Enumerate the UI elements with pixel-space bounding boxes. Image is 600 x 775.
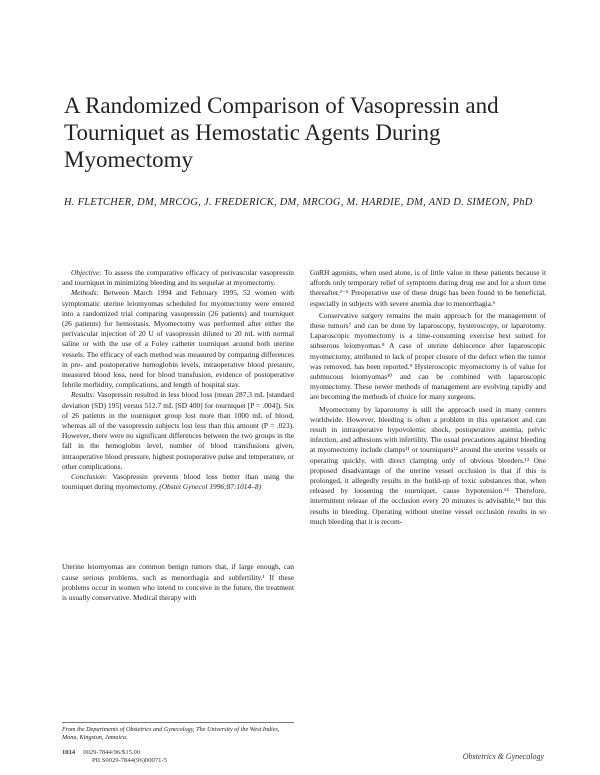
author-list: H. FLETCHER, DM, MRCOG, J. FREDERICK, DM, MRCOG, M. HARDIE, DM, AND D. SIMEON, PhD [64, 197, 533, 208]
page-number: 1014 [62, 749, 76, 756]
pii-line: PII S0029-7844(96)00071-5 [92, 757, 167, 764]
abstract-objective [62, 268, 294, 288]
page-footer-left [62, 749, 167, 765]
body-paragraph-2: Conservative surgery remains the main approach for the management of these tumors⁷ and can be done by laparoscopy, hysteroscopy, or laparotomy. Laparoscopic myomectomy is a time-consuming exercise best suited for subserous leiomyomas.⁸ A case of uterine dehiscence after laparoscopic myomectomy, attributed to lack of proper closure of the defect when the tumor was removed, has been reported.⁹ Hysteroscopic myomectomy is of value for submucous leiomyomas¹⁰ and can be combined with laparoscopic myomectomy. These newer methods of management are evolving rapidly and are becoming the methods of choice for many surgeons. [310, 310, 546, 402]
body-paragraph-3: Myomectomy by laparotomy is still the approach used in many centers worldwide. However, bleeding is often a problem in this operation and can result in intraoperative hypovolemic shock, postoperative anemia, pelvic infection, and adhesions with infertility. The usual precautions against bleeding at myomectomy include clamps¹¹ or tourniquets¹² around the uterine vessels or operating quickly, with direct clamping only of obvious bleeders.¹³ One proposed disadvantage of the uterine vessel occlusion is that if this is prolonged, it allegedly results in the build-up of toxic substances that, when released by loosening the tourniquet, cause hypotension.¹⁴ Therefore, intermittent release of the occlusion every 20 minutes is advisable,¹⁵ but this results in bleeding. Operating without uterine vessel occlusion results in so much bleeding that it is recom- [310, 404, 546, 526]
issn-line: 0029-7844/96/$15.00 [83, 749, 141, 756]
citation: (Obstet Gynecol 1996;87:1014–8) [159, 482, 262, 492]
abstract-methods [62, 288, 294, 390]
methods-label: Methods: [71, 288, 99, 298]
right-column [310, 268, 546, 529]
results-label: Results: [71, 390, 95, 400]
article-title: A Randomized Comparison of Vasopressin and Tourniquet as Hemostatic Agents During Myomectomy [64, 93, 499, 172]
body-paragraph-1: GnRH agonists, when used alone, is of little value in these patients because it affords only temporary relief of symptoms during drug use and for a short time thereafter.²⁻⁵ Preoperative use of these drugs has been found to be beneficial, especially in subjects with severe anemia due to menorrhagia.⁶ [310, 268, 546, 308]
journal-name: Obstetrics & Gynecology [462, 752, 544, 761]
abstract-conclusion [62, 472, 294, 492]
results-text: Vasopressin resulted in less blood loss (mean 287.3 mL [standard deviation (SD) 195] versus 512.7 mL [SD 400] for tourniquet [P = .004]). Six of 26 patients in the tourniquet group lost more than 1000 mL of blood, whereas all of the vasopressin subjects lost less than this amount (P = .023). However, there were no significant differences between the two groups in the fall in the hemoglobin level, number of blood transfusions given, intraoperative blood pressure, highest postoperative pulse and temperature, or other complications. [62, 390, 294, 471]
conclusion-label: Conclusion: [71, 472, 108, 482]
affiliation-footnote: From the Departments of Obstetrics and Gynecology, The University of the West Indies, Mona, Kingston, Jamaica. [62, 722, 294, 742]
abstract-results [62, 390, 294, 472]
left-column [62, 268, 294, 605]
methods-text: Between March 1994 and February 1995, 52 women with symptomatic uterine leiomyomas scheduled for myomectomy were entered into a randomized trial comparing vasopressin (26 patients) and tourniquet (26 patients) for hemostasis. Myomectomy was performed after either the perivascular injection of 20 U of vasopressin diluted to 20 mL with normal saline or with the use of a Foley catheter tourniquet around both uterine vessels. The efficacy of each method was measured by comparing differences in pre- and postoperative hemoglobin levels, intraoperative blood pressure, measured blood loss, need for blood transfusion, evidence of postoperative febrile morbidity, complications, and length of hospital stay. [62, 288, 294, 390]
objective-text: To assess the comparative efficacy of perivascular vasopressin and tourniquet in minimizing bleeding and its sequelae at myomectomy. [62, 268, 294, 288]
abstract [62, 268, 294, 492]
body-paragraph-intro: Uterine leiomyomas are common benign tumors that, if large enough, can cause serious problems, such as menorrhagia and subfertility.¹ If these problems occur in women who intend to conceive in the future, the treatment is usually conservative. Medical therapy with [62, 562, 294, 603]
conclusion-text: Vasopressin prevents blood loss better than using the tourniquet during myomectomy. [62, 472, 294, 492]
objective-label: Objective: [71, 268, 102, 277]
